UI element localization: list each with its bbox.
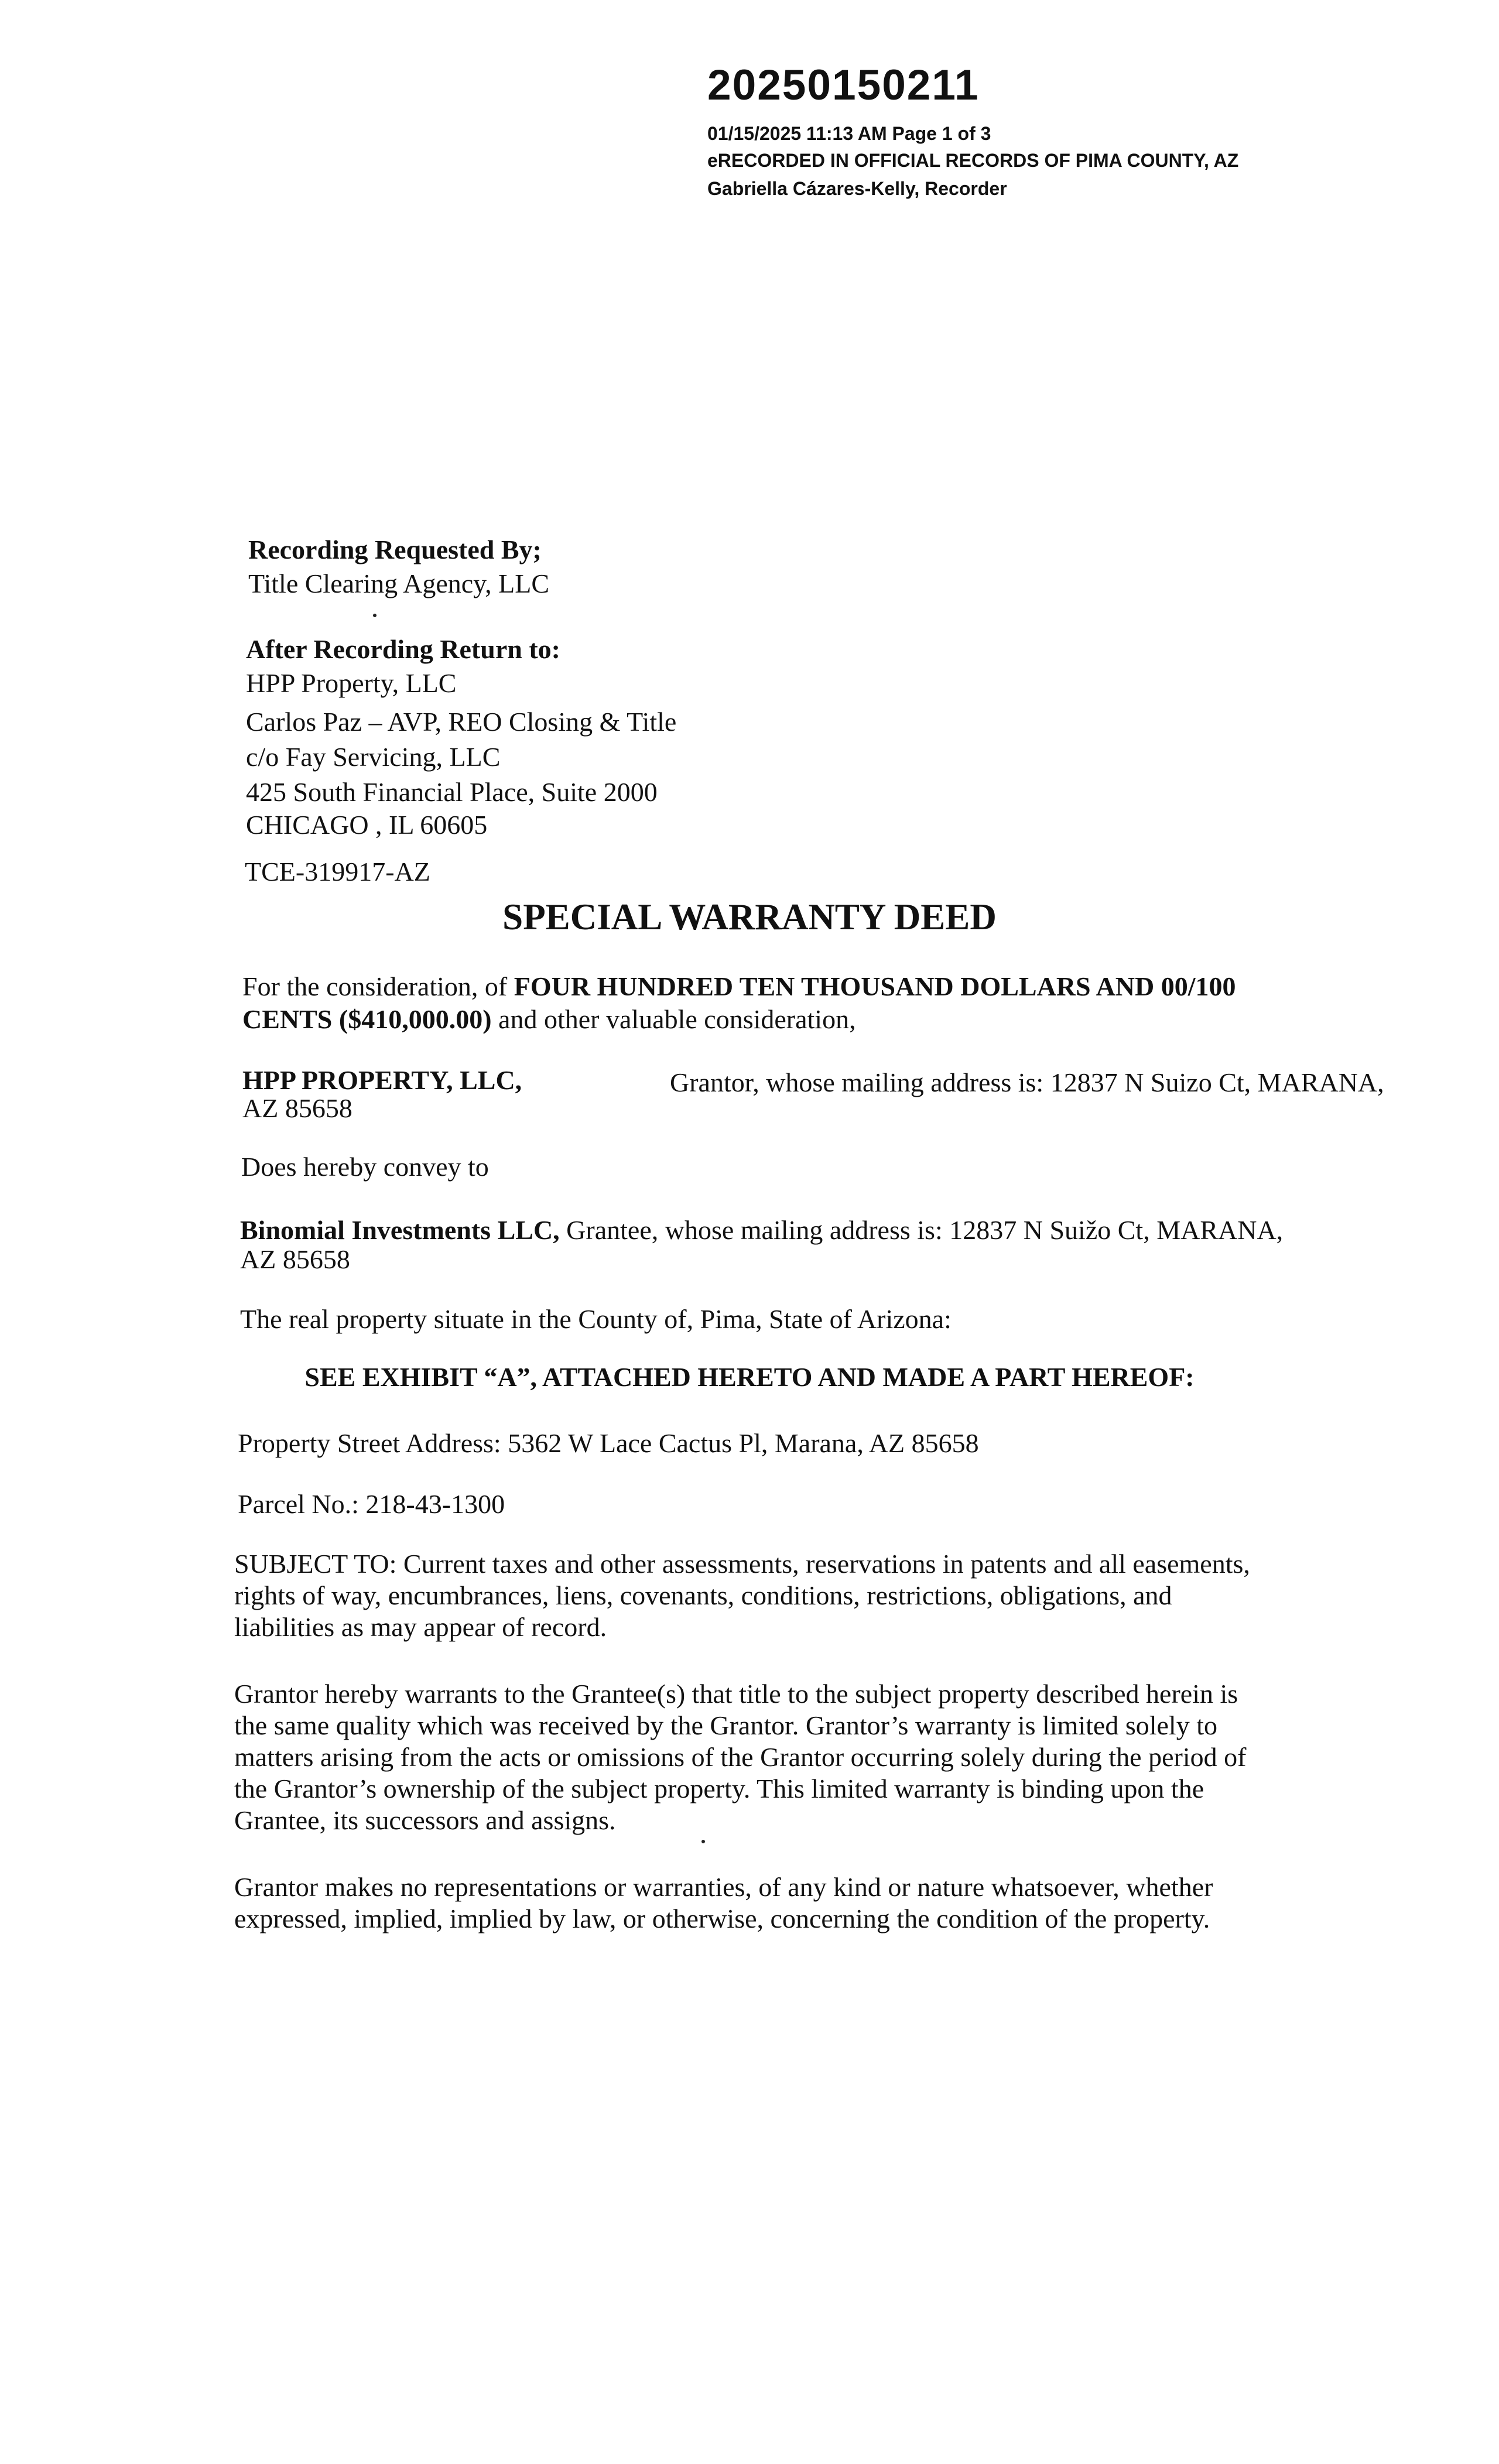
consideration-suffix: and other valuable consideration, xyxy=(491,1004,856,1034)
recorded-statement: eRECORDED IN OFFICIAL RECORDS OF PIMA COUNTY, AZ xyxy=(707,150,1239,171)
speck-mark xyxy=(701,1840,705,1843)
property-intro: The real property situate in the County of, Pima, State of Arizona: xyxy=(240,1304,952,1334)
grantor-address-cont: AZ 85658 xyxy=(242,1093,352,1123)
document-number: 20250150211 xyxy=(707,61,980,109)
paragraph-line: Grantee, its successors and assigns. xyxy=(234,1805,616,1835)
recorder-name: Gabriella Cázares-Kelly, Recorder xyxy=(707,178,1007,199)
return-to-line: 425 South Financial Place, Suite 2000 xyxy=(246,777,658,807)
recording-requested-label: Recording Requested By; xyxy=(248,535,542,564)
consideration-line-2 xyxy=(242,1004,856,1035)
paragraph-line: the same quality which was received by the Grantor. Grantor’s warranty is limited solely to xyxy=(234,1710,1217,1740)
grantee-line xyxy=(240,1214,1283,1246)
return-to-line: c/o Fay Servicing, LLC xyxy=(246,742,501,772)
consideration-amount-figure: CENTS ($410,000.00) xyxy=(242,1004,492,1034)
speck-mark xyxy=(373,614,377,617)
paragraph-line: SUBJECT TO: Current taxes and other assessments, reservations in patents and all easements, xyxy=(234,1549,1250,1579)
consideration-line-1 xyxy=(242,971,1236,1002)
exhibit-reference: SEE EXHIBIT “A”, ATTACHED HERETO AND MADE A PART HEREOF: xyxy=(304,1362,1195,1392)
paragraph-line: liabilities as may appear of record. xyxy=(234,1612,607,1642)
grantor-name: HPP PROPERTY, LLC, xyxy=(242,1065,522,1095)
return-to-line: Carlos Paz – AVP, REO Closing & Title xyxy=(246,707,677,737)
paragraph-line: expressed, implied, implied by law, or otherwise, concerning the condition of the property. xyxy=(234,1904,1210,1933)
no-representations-paragraph xyxy=(234,1871,1294,1935)
parcel-number: Parcel No.: 218-43-1300 xyxy=(238,1489,505,1519)
paragraph-line: matters arising from the acts or omissions of the Grantor occurring solely during the period of xyxy=(234,1742,1247,1772)
consideration-amount: FOUR HUNDRED TEN THOUSAND DOLLARS AND 00/100 xyxy=(514,971,1236,1001)
grantee-address-cont: AZ 85658 xyxy=(240,1244,350,1274)
paragraph-line: the Grantor’s ownership of the subject property. This limited warranty is binding upon the xyxy=(234,1774,1204,1803)
deed-title: SPECIAL WARRANTY DEED xyxy=(502,896,997,937)
convey-statement: Does hereby convey to xyxy=(241,1152,489,1182)
consideration-prefix: For the consideration, of xyxy=(242,971,514,1001)
paragraph-line: rights of way, encumbrances, liens, covenants, conditions, restrictions, obligations, and xyxy=(234,1580,1172,1610)
grantee-name: Binomial Investments LLC, xyxy=(240,1215,560,1245)
property-street-address: Property Street Address: 5362 W Lace Cactus Pl, Marana, AZ 85658 xyxy=(238,1428,979,1458)
grantor-address: Grantor, whose mailing address is: 12837 N Suizo Ct, MARANA, xyxy=(670,1067,1384,1097)
reference-number: TCE-319917-AZ xyxy=(245,857,430,887)
paragraph-line: Grantor hereby warrants to the Grantee(s) that title to the subject property described herein is xyxy=(234,1679,1238,1709)
subject-to-paragraph xyxy=(234,1548,1294,1643)
recording-timestamp: 01/15/2025 11:13 AM Page 1 of 3 xyxy=(707,123,991,144)
return-to-label: After Recording Return to: xyxy=(246,634,560,664)
grantee-address: Grantee, whose mailing address is: 12837 N Suižo Ct, MARANA, xyxy=(559,1215,1284,1245)
paragraph-line: Grantor makes no representations or warranties, of any kind or nature whatsoever, whether xyxy=(234,1872,1213,1902)
recording-requested-name: Title Clearing Agency, LLC xyxy=(248,569,550,598)
return-to-line: CHICAGO , IL 60605 xyxy=(246,810,488,840)
warranty-paragraph xyxy=(234,1678,1294,1836)
return-to-line: HPP Property, LLC xyxy=(246,668,457,698)
